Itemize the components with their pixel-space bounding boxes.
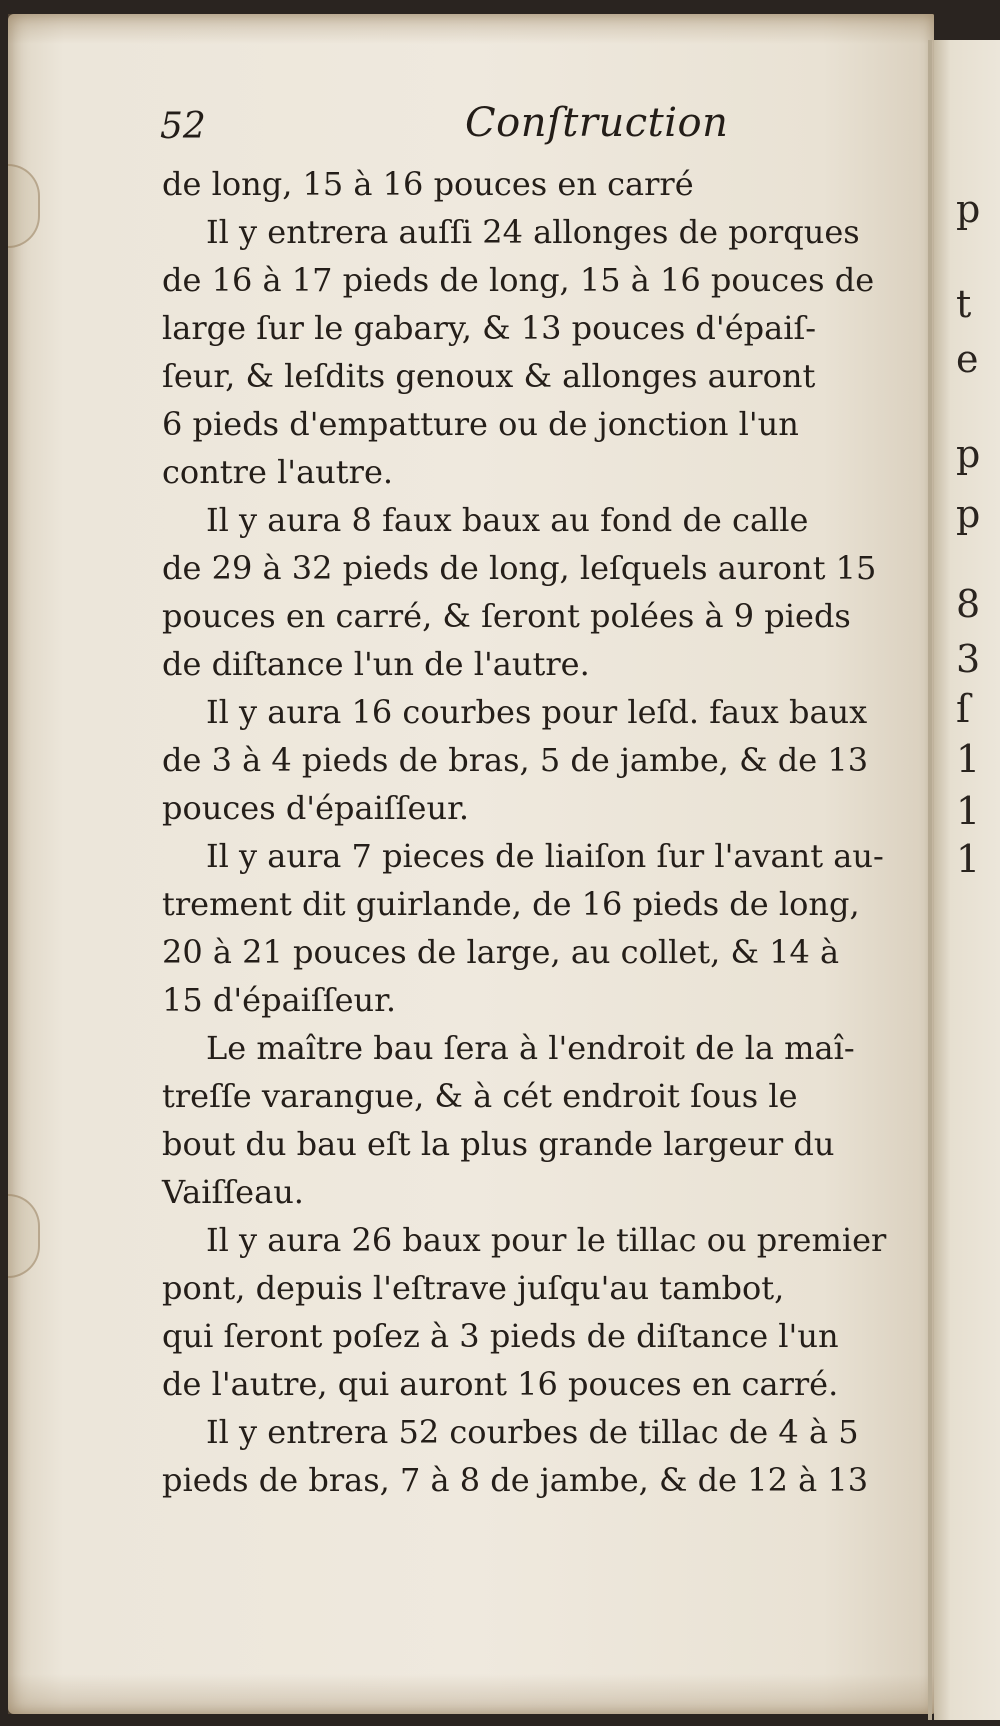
adjacent-page-fragment: p	[956, 432, 981, 476]
adjacent-page-fragment: ſ	[956, 687, 971, 731]
text-line: 20 à 21 pouces de large, au collet, & 14 à	[162, 933, 840, 971]
page-shadow-top	[8, 14, 934, 44]
page-shadow-bottom	[8, 1674, 934, 1714]
text-line: Il y aura 26 baux pour le tillac ou premier	[206, 1221, 887, 1259]
text-line: de 29 à 32 pieds de long, leſquels auront 15	[162, 549, 877, 587]
text-line: Il y aura 8 faux baux au fond de calle	[206, 501, 809, 539]
text-line: de 16 à 17 pieds de long, 15 à 16 pouces de	[162, 261, 875, 299]
text-line: de long, 15 à 16 pouces en carré	[162, 165, 694, 203]
adjacent-page-fragment: 1	[956, 789, 981, 833]
text-line: de l'autre, qui auront 16 pouces en carré.	[162, 1365, 839, 1403]
text-line: Il y aura 7 pieces de liaiſon ſur l'avant au-	[206, 837, 884, 875]
text-line: pieds de bras, 7 à 8 de jambe, & de 12 à 13	[162, 1461, 869, 1499]
binding-hole-upper	[8, 164, 40, 248]
text-line: de 3 à 4 pieds de bras, 5 de jambe, & de 13	[162, 741, 869, 779]
text-line: 15 d'épaiſſeur.	[162, 981, 397, 1019]
text-line: bout du bau eſt la plus grande largeur du	[162, 1125, 835, 1163]
text-line: qui ſeront poſez à 3 pieds de diſtance l'un	[162, 1317, 839, 1355]
text-line: Vaiſſeau.	[162, 1173, 304, 1211]
adjacent-page-fragment: 1	[956, 737, 981, 781]
text-line: trement dit guirlande, de 16 pieds de long,	[162, 885, 860, 923]
text-line: Le maître bau ſera à l'endroit de la maî-	[206, 1029, 855, 1067]
adjacent-page-fragment: p	[956, 187, 981, 231]
text-line: 6 pieds d'empatture ou de jonction l'un	[162, 405, 799, 443]
text-line: pouces d'épaiſſeur.	[162, 789, 470, 827]
binding-hole-lower	[8, 1194, 40, 1278]
running-head: Conſtruction	[465, 100, 729, 146]
text-line: large ſur le gabary, & 13 pouces d'épaiſ-	[162, 309, 817, 347]
text-line: de diſtance l'un de l'autre.	[162, 645, 590, 683]
adjacent-page-fragment: t	[956, 282, 972, 326]
text-line: ſeur, & leſdits genoux & allonges auront	[162, 357, 816, 395]
text-line: pouces en carré, & ſeront polées à 9 pieds	[162, 597, 851, 635]
adjacent-page-fragment: 1	[956, 837, 981, 881]
text-line: treſſe varangue, & à cét endroit ſous le	[162, 1077, 798, 1115]
text-line: Il y aura 16 courbes pour leſd. faux baux	[206, 693, 868, 731]
text-line: Il y entrera auſſi 24 allonges de porques	[206, 213, 860, 251]
text-line: contre l'autre.	[162, 453, 394, 491]
body-text	[162, 160, 922, 1504]
adjacent-page-fragment: e	[956, 337, 979, 381]
adjacent-page-edge	[934, 40, 1000, 1720]
adjacent-page-fragment: p	[956, 492, 981, 536]
page-header	[160, 100, 729, 160]
page-number: 52	[160, 106, 206, 147]
text-line: pont, depuis l'eſtrave juſqu'au tambot,	[162, 1269, 785, 1307]
adjacent-page-fragment: 3	[956, 637, 981, 681]
gutter-line	[928, 40, 932, 1720]
adjacent-page-fragment: 8	[956, 582, 981, 626]
text-line: Il y entrera 52 courbes de tillac de 4 à 5	[206, 1413, 859, 1451]
